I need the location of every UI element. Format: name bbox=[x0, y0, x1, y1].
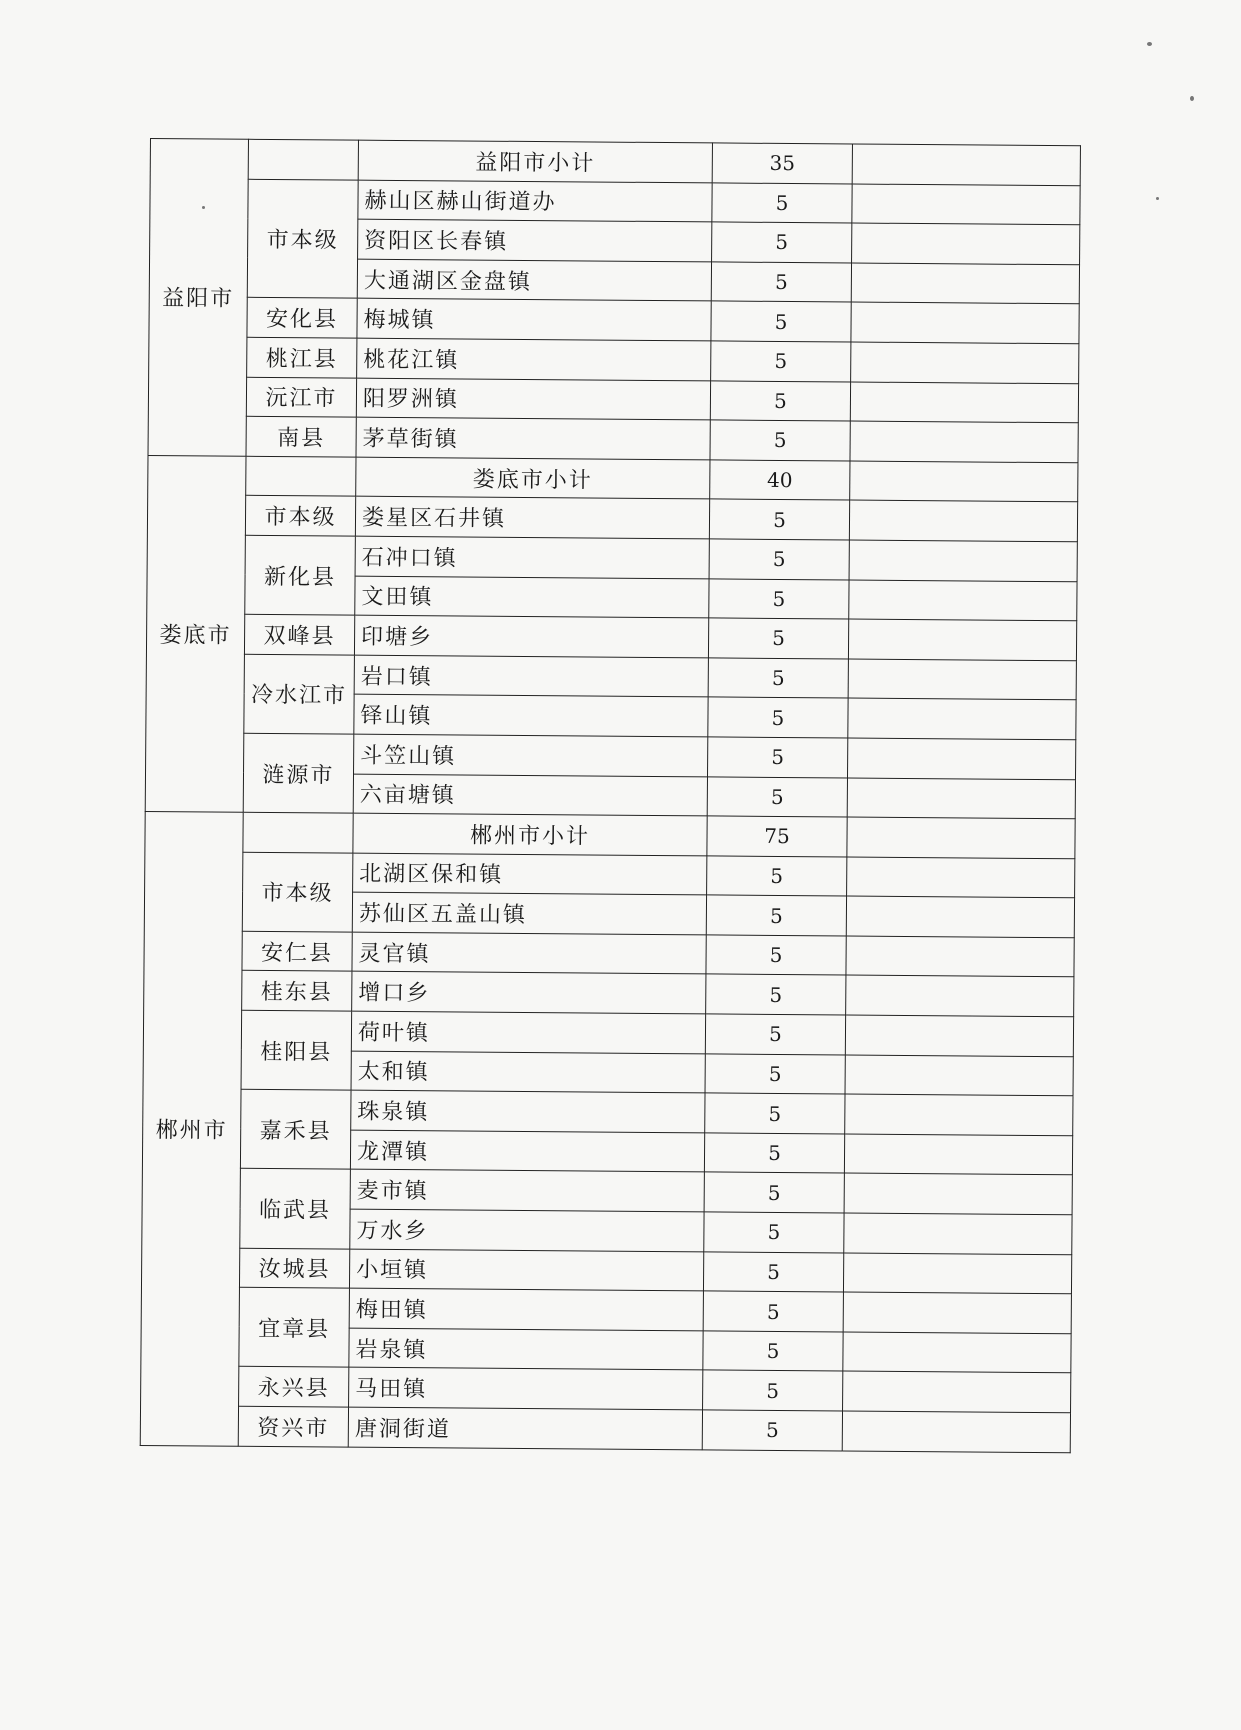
town-cell: 茅草街镇 bbox=[356, 417, 710, 459]
note-cell bbox=[846, 936, 1074, 977]
note-cell bbox=[844, 1213, 1072, 1254]
city-cell: 郴州市 bbox=[140, 812, 243, 1446]
note-cell bbox=[852, 144, 1080, 185]
quota-cell: 5 bbox=[705, 1054, 845, 1095]
note-cell bbox=[848, 659, 1076, 700]
quota-cell: 5 bbox=[711, 341, 851, 382]
quota-cell: 5 bbox=[710, 420, 850, 461]
county-cell: 市本级 bbox=[245, 496, 355, 536]
quota-cell: 5 bbox=[709, 499, 849, 540]
quota-cell: 5 bbox=[711, 262, 851, 303]
quota-cell: 5 bbox=[706, 895, 846, 936]
town-cell: 荷叶镇 bbox=[351, 1011, 705, 1053]
quota-cell: 5 bbox=[703, 1252, 843, 1293]
quota-cell: 5 bbox=[709, 539, 849, 580]
quota-cell: 5 bbox=[707, 856, 847, 897]
scan-speck bbox=[1156, 197, 1159, 200]
quota-cell: 5 bbox=[705, 1093, 845, 1134]
town-cell: 赫山区赫山街道办 bbox=[358, 180, 712, 222]
quota-cell: 5 bbox=[704, 1172, 844, 1213]
note-cell bbox=[844, 1173, 1072, 1214]
county-cell: 安化县 bbox=[247, 298, 357, 338]
town-cell: 万水乡 bbox=[350, 1209, 704, 1251]
town-cell: 麦市镇 bbox=[350, 1170, 704, 1212]
town-cell: 北湖区保和镇 bbox=[353, 853, 707, 895]
quota-cell: 5 bbox=[711, 301, 851, 342]
quota-cell: 5 bbox=[704, 1212, 844, 1253]
note-cell bbox=[847, 777, 1075, 818]
quota-cell: 5 bbox=[706, 974, 846, 1015]
allocation-table bbox=[140, 138, 1081, 1453]
note-cell bbox=[851, 302, 1079, 343]
note-cell bbox=[848, 619, 1076, 660]
town-cell: 铎山镇 bbox=[354, 694, 708, 736]
county-cell: 沅江市 bbox=[246, 377, 356, 417]
town-cell: 增口乡 bbox=[352, 972, 706, 1014]
note-cell bbox=[848, 698, 1076, 739]
table-row bbox=[146, 732, 1076, 779]
note-cell bbox=[850, 421, 1078, 462]
subtotal-label: 郴州市小计 bbox=[353, 813, 707, 855]
county-cell: 永兴县 bbox=[239, 1367, 349, 1407]
town-cell: 石冲口镇 bbox=[355, 536, 709, 578]
table-row bbox=[140, 1405, 1070, 1452]
note-cell bbox=[849, 500, 1077, 541]
town-cell: 岩口镇 bbox=[354, 655, 708, 697]
empty-county-cell bbox=[243, 812, 353, 852]
table-row bbox=[142, 1168, 1072, 1215]
table-row bbox=[143, 1010, 1073, 1057]
quota-cell: 5 bbox=[708, 737, 848, 778]
quota-cell: 5 bbox=[703, 1331, 843, 1372]
note-cell bbox=[852, 184, 1080, 225]
table-row bbox=[146, 653, 1076, 700]
town-cell: 太和镇 bbox=[351, 1051, 705, 1093]
town-cell: 珠泉镇 bbox=[351, 1090, 705, 1132]
note-cell bbox=[846, 975, 1074, 1016]
county-cell: 涟源市 bbox=[243, 733, 354, 813]
note-cell bbox=[849, 540, 1077, 581]
county-cell: 桂阳县 bbox=[241, 1010, 352, 1090]
note-cell bbox=[847, 857, 1075, 898]
county-cell: 市本级 bbox=[242, 852, 353, 932]
county-cell: 嘉禾县 bbox=[240, 1089, 351, 1169]
quota-cell: 5 bbox=[702, 1410, 842, 1451]
town-cell: 娄星区石井镇 bbox=[355, 496, 709, 538]
county-cell: 南县 bbox=[246, 416, 356, 456]
table-row bbox=[150, 178, 1080, 225]
quota-cell: 5 bbox=[703, 1370, 843, 1411]
quota-cell: 5 bbox=[705, 1014, 845, 1055]
town-cell: 马田镇 bbox=[349, 1368, 703, 1410]
city-cell: 娄底市 bbox=[145, 455, 246, 812]
note-cell bbox=[845, 1094, 1073, 1135]
quota-cell: 5 bbox=[703, 1291, 843, 1332]
town-cell: 梅田镇 bbox=[349, 1288, 703, 1330]
note-cell bbox=[852, 223, 1080, 264]
county-cell: 临武县 bbox=[240, 1169, 351, 1249]
scan-speck bbox=[1190, 96, 1194, 101]
county-cell: 双峰县 bbox=[244, 614, 354, 654]
quota-cell: 5 bbox=[710, 380, 850, 421]
town-cell: 苏仙区五盖山镇 bbox=[352, 892, 706, 934]
town-cell: 小垣镇 bbox=[349, 1249, 703, 1291]
county-cell: 桂东县 bbox=[242, 971, 352, 1011]
quota-cell: 5 bbox=[709, 578, 849, 619]
note-cell bbox=[850, 461, 1078, 502]
town-cell: 岩泉镇 bbox=[349, 1328, 703, 1370]
table-row bbox=[141, 1287, 1071, 1334]
quota-cell: 5 bbox=[712, 183, 852, 224]
note-cell bbox=[849, 580, 1077, 621]
empty-county-cell bbox=[248, 139, 358, 179]
note-cell bbox=[846, 896, 1074, 937]
note-cell bbox=[851, 342, 1079, 383]
note-cell bbox=[845, 1055, 1073, 1096]
note-cell bbox=[847, 817, 1075, 858]
quota-cell: 5 bbox=[708, 697, 848, 738]
note-cell bbox=[850, 382, 1078, 423]
note-cell bbox=[847, 738, 1075, 779]
table-row bbox=[145, 851, 1075, 898]
town-cell: 阳罗洲镇 bbox=[356, 378, 710, 420]
town-cell: 灵官镇 bbox=[352, 932, 706, 974]
town-cell: 唐洞街道 bbox=[348, 1407, 702, 1449]
town-cell: 龙潭镇 bbox=[350, 1130, 704, 1172]
town-cell: 六亩塘镇 bbox=[353, 774, 707, 816]
scan-speck bbox=[1147, 42, 1152, 46]
note-cell bbox=[843, 1253, 1071, 1294]
town-cell: 资阳区长春镇 bbox=[358, 219, 712, 261]
county-cell: 汝城县 bbox=[239, 1248, 349, 1288]
note-cell bbox=[845, 1015, 1073, 1056]
note-cell bbox=[842, 1411, 1070, 1452]
town-cell: 梅城镇 bbox=[357, 299, 711, 341]
county-cell: 资兴市 bbox=[238, 1406, 348, 1446]
empty-county-cell bbox=[246, 456, 356, 496]
subtotal-label: 娄底市小计 bbox=[356, 457, 710, 499]
quota-cell: 5 bbox=[706, 935, 846, 976]
county-cell: 冷水江市 bbox=[244, 654, 355, 734]
subtotal-label: 益阳市小计 bbox=[358, 140, 712, 182]
county-cell: 市本级 bbox=[247, 179, 358, 299]
county-cell: 桃江县 bbox=[247, 337, 357, 377]
subtotal-value: 75 bbox=[707, 816, 847, 857]
scan-speck bbox=[202, 206, 205, 209]
town-cell: 文田镇 bbox=[355, 576, 709, 618]
note-cell bbox=[844, 1134, 1072, 1175]
subtotal-value: 35 bbox=[712, 143, 852, 184]
county-cell: 新化县 bbox=[245, 535, 356, 615]
quota-cell: 5 bbox=[704, 1133, 844, 1174]
town-cell: 印塘乡 bbox=[354, 615, 708, 657]
subtotal-value: 40 bbox=[710, 460, 850, 501]
quota-cell: 5 bbox=[707, 776, 847, 817]
note-cell bbox=[851, 263, 1079, 304]
county-cell: 宜章县 bbox=[239, 1287, 350, 1367]
note-cell bbox=[843, 1292, 1071, 1333]
town-cell: 斗笠山镇 bbox=[354, 734, 708, 776]
county-cell: 安仁县 bbox=[242, 931, 352, 971]
city-cell: 益阳市 bbox=[148, 139, 248, 457]
town-cell: 大通湖区金盘镇 bbox=[357, 259, 711, 301]
note-cell bbox=[843, 1332, 1071, 1373]
note-cell bbox=[843, 1371, 1071, 1412]
quota-cell: 5 bbox=[708, 658, 848, 699]
table-row bbox=[143, 1089, 1073, 1136]
table-row bbox=[147, 534, 1077, 581]
town-cell: 桃花江镇 bbox=[357, 338, 711, 380]
quota-cell: 5 bbox=[708, 618, 848, 659]
quota-cell: 5 bbox=[712, 222, 852, 263]
